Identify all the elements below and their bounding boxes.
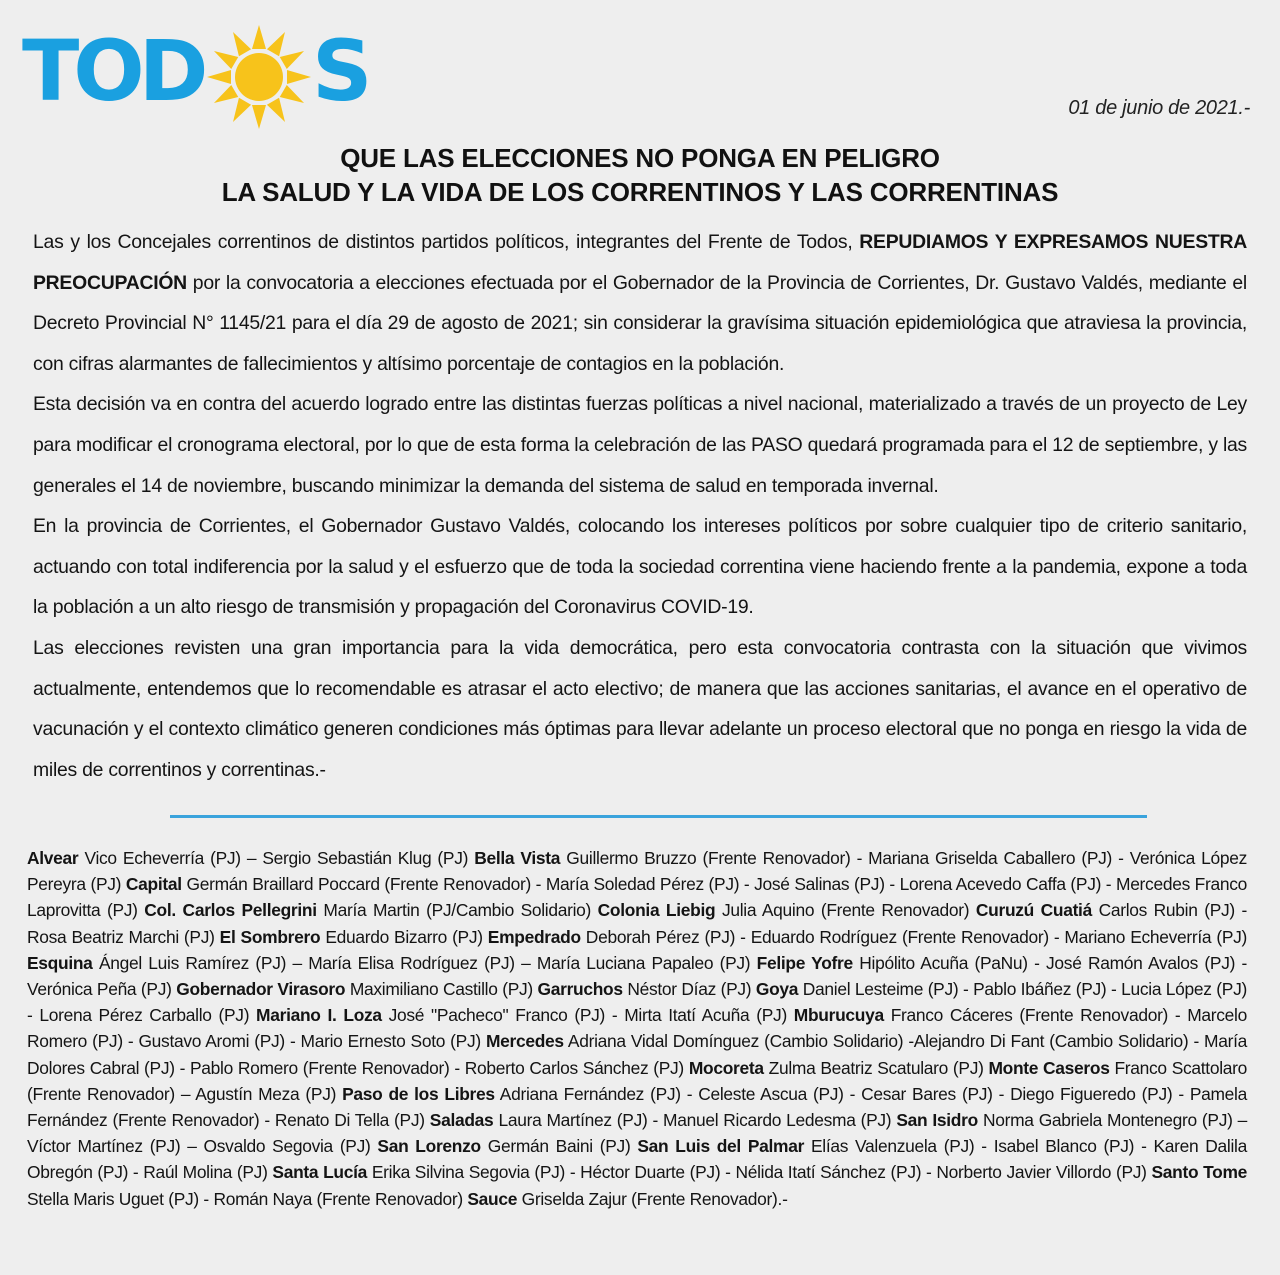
paragraph-1 [33, 222, 1247, 384]
locality-councilors: José "Pacheco" Franco (PJ) - Mirta Itatí Acuña (PJ) [381, 1005, 794, 1026]
locality-name: San Isidro [896, 1110, 978, 1131]
locality-name: Santo Tome [1151, 1162, 1248, 1183]
locality-name: Esquina [27, 952, 93, 973]
todos-logo [22, 22, 382, 132]
locality-councilors: Adriana Fernández (PJ) - Celeste Ascua (PJ) - Cesar Bares (PJ) - Diego Figueredo (PJ) - Pamela Fernández (Frente Renovador) - Renato Di Tella (PJ) [27, 1083, 1247, 1131]
locality-councilors: Germán Baini (PJ) [480, 1136, 638, 1157]
title-line-1: QUE LAS ELECCIONES NO PONGA EN PELIGRO [340, 143, 940, 173]
locality-councilors: Eduardo Bizarro (PJ) [320, 926, 488, 947]
locality-name: Paso de los Libres [342, 1083, 495, 1104]
locality-name: Bella Vista [474, 848, 561, 868]
locality-name: Curuzú Cuatiá [975, 900, 1092, 921]
locality-councilors: Franco Scattolaro (Frente Renovador) – Agustín Meza (PJ) [27, 1057, 1247, 1104]
locality-name: Mariano I. Loza [256, 1005, 382, 1026]
locality-name: Garruchos [537, 979, 623, 1000]
locality-councilors: Daniel Lesteime (PJ) - Pablo Ibáñez (PJ) - Lucia López (PJ) - Lorena Pérez Carballo (PJ) [27, 979, 1247, 1026]
locality-name: Empedrado [487, 926, 581, 947]
statement-body [33, 222, 1247, 790]
paragraph-2: Esta decisión va en contra del acuerdo logrado entre las distintas fuerzas políticas a nivel nacional, materializado a través de un proyecto de Ley para modificar el cronograma electoral, por lo que de esta forma la celebración de las PASO quedará programada para el 12 de septiembre, y las generales el 14 de noviembre, buscando minimizar la demanda del sistema de salud en temporada invernal. [33, 393, 1247, 497]
paragraph-1-end: por la convocatoria a elecciones efectuada por el Gobernador de la Provincia de Corrientes, Dr. Gustavo Valdés, mediante el Decreto Provincial N° 1145/21 para el día 29 de agosto de 2021; sin considerar la gravísima situación epidemiológica que atraviesa la provincia, con cifras alarmantes de fallecimientos y altísimo porcentaje de contagios en la población. [33, 271, 1247, 375]
locality-name: Sauce [467, 1188, 518, 1209]
title-line-2: LA SALUD Y LA VIDA DE LOS CORRENTINOS Y LAS CORRENTINAS [221, 177, 1059, 207]
locality-councilors: Carlos Rubin (PJ) - Rosa Beatriz Marchi (PJ) [27, 900, 1247, 947]
locality-name: Goya [755, 979, 799, 1000]
locality-councilors: Laura Martínez (PJ) - Manuel Ricardo Ledesma (PJ) [493, 1110, 897, 1131]
locality-councilors: Guillermo Bruzzo (Frente Renovador) - Mariana Griselda Caballero (PJ) - Verónica López Pereyra (PJ) [27, 848, 1247, 895]
locality-name: San Lorenzo [377, 1136, 481, 1157]
locality-name: Mburucuya [793, 1005, 884, 1026]
locality-name: Colonia Liebig [597, 900, 716, 921]
logo-text-right: S [312, 22, 373, 120]
locality-councilors: Erika Silvina Segovia (PJ) - Héctor Duarte (PJ) - Nélida Itatí Sánchez (PJ) - Norberto Javier Villordo (PJ) [367, 1162, 1152, 1183]
locality-councilors: Zulma Beatriz Scatularo (PJ) [763, 1057, 989, 1078]
locality-name: Mocoreta [688, 1057, 764, 1078]
locality-name: Capital [125, 874, 182, 895]
locality-councilors: Adriana Vidal Domínguez (Cambio Solidario) -Alejandro Di Fant (Cambio Solidario) - María Dolores Cabral (PJ) - Pablo Romero (Frente Renovador) - Roberto Carlos Sánchez (PJ) [27, 1031, 1247, 1078]
locality-name: El Sombrero [219, 926, 321, 947]
locality-councilors: Néstor Díaz (PJ) [622, 979, 756, 1000]
locality-councilors: Griselda Zajur (Frente Renovador).- [517, 1188, 788, 1209]
locality-councilors: Elías Valenzuela (PJ) - Isabel Blanco (PJ) - Karen Dalila Obregón (PJ) - Raúl Molina (PJ) [27, 1136, 1247, 1183]
locality-councilors: Ángel Luis Ramírez (PJ) – María Elisa Rodríguez (PJ) – María Luciana Papaleo (PJ) [92, 952, 757, 973]
locality-councilors: Julia Aquino (Frente Renovador) [715, 900, 976, 921]
paragraph-3: En la provincia de Corrientes, el Gobernador Gustavo Valdés, colocando los intereses políticos por sobre cualquier tipo de criterio sanitario, actuando con total indiferencia por la salud y el esfuerzo que de toda la sociedad correntina viene haciendo frente a la pandemia, expone a toda la población a un alto riesgo de transmisión y propagación del Coronavirus COVID-19. [33, 515, 1247, 619]
locality-name: San Luis del Palmar [637, 1136, 805, 1157]
locality-name: Saladas [429, 1110, 494, 1131]
signatories-list [27, 845, 1247, 1212]
paragraph-4: Las elecciones revisten una gran importancia para la vida democrática, pero esta convocatoria contrasta con la situación que vivimos actualmente, entendemos que lo recomendable es atrasar el acto electivo; de manera que las acciones sanitarias, el avance en el operativo de vacunación y el contexto climático generen condiciones más óptimas para llevar adelante un proceso electoral que no ponga en riesgo la vida de miles de correntinos y correntinas.- [33, 636, 1247, 781]
locality-councilors: María Martin (PJ/Cambio Solidario) [316, 900, 598, 921]
document-date: 01 de junio de 2021.- [1068, 97, 1250, 119]
document-title [0, 141, 1280, 209]
locality-name: Felipe Yofre [756, 952, 853, 973]
sun-icon [207, 25, 311, 129]
locality-councilors: Maximiliano Castillo (PJ) [345, 979, 538, 1000]
logo-text-left: TOD [22, 22, 203, 120]
locality-councilors: Stella Maris Uguet (PJ) - Román Naya (Frente Renovador) [27, 1188, 468, 1209]
locality-councilors: Norma Gabriela Montenegro (PJ) – Víctor Martínez (PJ) – Osvaldo Segovia (PJ) [27, 1110, 1247, 1157]
locality-name: Gobernador Virasoro [176, 979, 346, 1000]
locality-name: Col. Carlos Pellegrini [144, 900, 317, 921]
locality-name: Alvear [27, 848, 79, 868]
locality-councilors: Hipólito Acuña (PaNu) - José Ramón Avalos (PJ) - Verónica Peña (PJ) [27, 952, 1247, 1000]
paragraph-1-emphasis: REPUDIAMOS Y EXPRESAMOS NUESTRA PREOCUPACIÓN [33, 231, 1248, 294]
locality-councilors: Deborah Pérez (PJ) - Eduardo Rodríguez (Frente Renovador) - Mariano Echeverría (PJ) [580, 926, 1248, 947]
locality-councilors: Franco Cáceres (Frente Renovador) - Marcelo Romero (PJ) - Gustavo Aromi (PJ) - Mario Ernesto Soto (PJ) [27, 1005, 1247, 1052]
locality-councilors: Germán Braillard Poccard (Frente Renovador) - María Soledad Pérez (PJ) - José Salinas (PJ) - Lorena Acevedo Caffa (PJ) - Mercedes Franco Laprovitta (PJ) [27, 874, 1247, 921]
locality-name: Santa Lucía [272, 1162, 368, 1183]
locality-name: Monte Caseros [988, 1057, 1110, 1078]
locality-councilors: Vico Echeverría (PJ) – Sergio Sebastián Klug (PJ) [78, 848, 475, 868]
section-divider [170, 815, 1147, 818]
paragraph-1-start: Las y los Concejales correntinos de distintos partidos políticos, integrantes del Frente de Todos, [33, 231, 860, 253]
todos-logo-graphic [22, 22, 382, 132]
locality-name: Mercedes [485, 1031, 564, 1052]
